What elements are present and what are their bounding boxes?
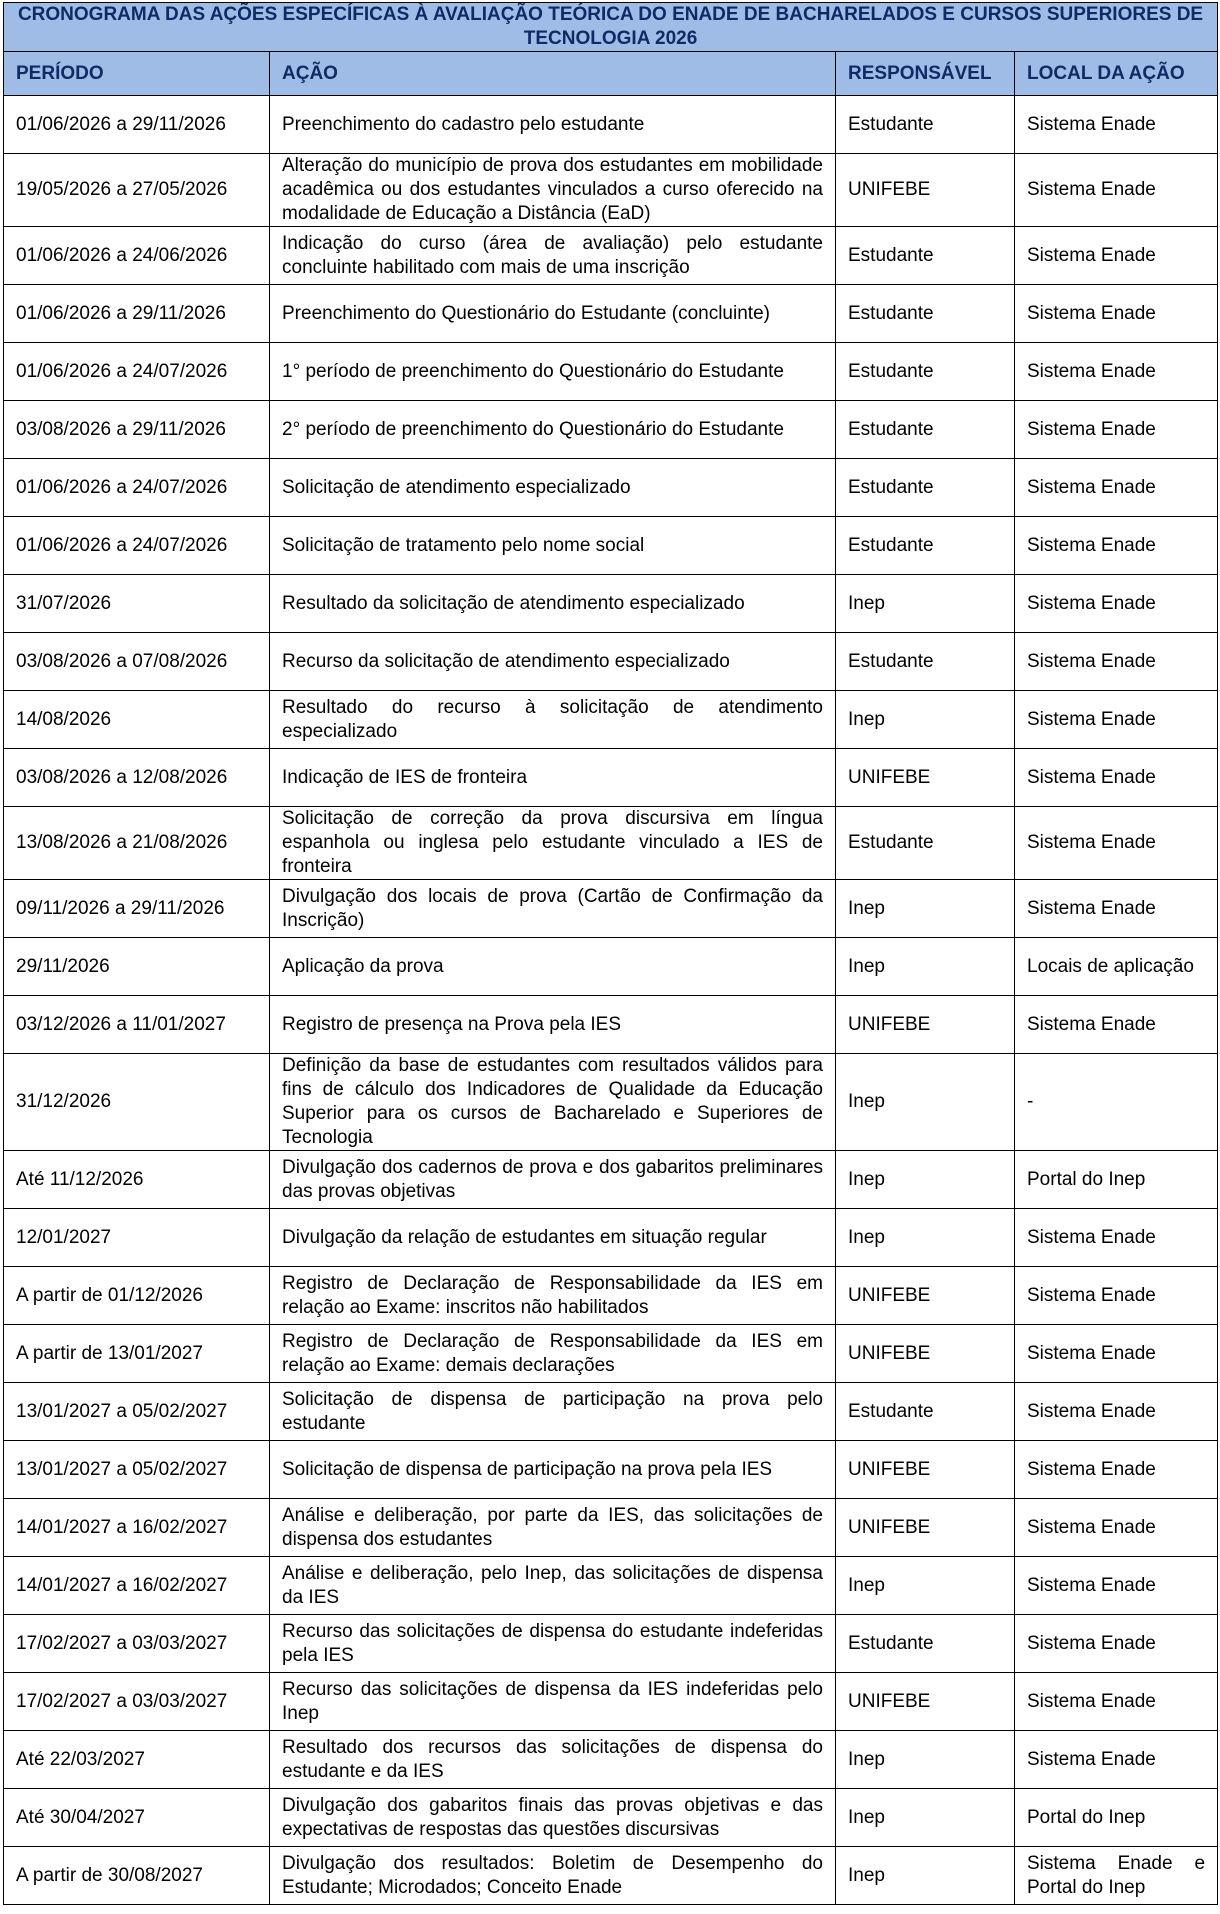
cell-local: Sistema Enade (1015, 633, 1218, 691)
cell-acao: Registro de Declaração de Responsabilidade da IES em relação ao Exame: demais declarações (270, 1325, 836, 1383)
cell-responsavel: Estudante (836, 1383, 1015, 1441)
table-row (4, 1441, 1218, 1499)
cell-acao: 2° período de preenchimento do Questionário do Estudante (270, 401, 836, 459)
cell-periodo: 03/08/2026 a 12/08/2026 (4, 749, 270, 807)
cell-periodo: 01/06/2026 a 24/07/2026 (4, 517, 270, 575)
column-header-periodo: PERÍODO (4, 52, 270, 96)
table-row (4, 749, 1218, 807)
cell-local: Sistema Enade (1015, 1325, 1218, 1383)
cell-acao: Solicitação de atendimento especializado (270, 459, 836, 517)
cell-periodo: Até 11/12/2026 (4, 1151, 270, 1209)
cell-local: Sistema Enade (1015, 1267, 1218, 1325)
cell-responsavel: Estudante (836, 517, 1015, 575)
column-header-acao: AÇÃO (270, 52, 836, 96)
cell-acao: Recurso das solicitações de dispensa da IES indeferidas pelo Inep (270, 1673, 836, 1731)
cell-responsavel: Inep (836, 1054, 1015, 1151)
cell-local: Sistema Enade (1015, 880, 1218, 938)
cell-local: Sistema Enade (1015, 401, 1218, 459)
cell-acao: Solicitação de dispensa de participação na prova pelo estudante (270, 1383, 836, 1441)
cell-local: Sistema Enade (1015, 459, 1218, 517)
cell-responsavel: Inep (836, 1151, 1015, 1209)
cell-periodo: 14/01/2027 a 16/02/2027 (4, 1557, 270, 1615)
cell-local: Sistema Enade (1015, 1209, 1218, 1267)
cell-acao: Divulgação dos cadernos de prova e dos gabaritos preliminares das provas objetivas (270, 1151, 836, 1209)
cell-local: Sistema Enade (1015, 807, 1218, 880)
cell-acao: Resultado do recurso à solicitação de atendimento especializado (270, 691, 836, 749)
cell-acao: Recurso das solicitações de dispensa do estudante indeferidas pela IES (270, 1615, 836, 1673)
cell-periodo: 12/01/2027 (4, 1209, 270, 1267)
cell-local: Sistema Enade (1015, 575, 1218, 633)
cell-periodo: A partir de 13/01/2027 (4, 1325, 270, 1383)
cell-acao: Preenchimento do cadastro pelo estudante (270, 96, 836, 154)
cell-acao: Solicitação de tratamento pelo nome social (270, 517, 836, 575)
cell-responsavel: Estudante (836, 1615, 1015, 1673)
cell-acao: Solicitação de dispensa de participação na prova pela IES (270, 1441, 836, 1499)
table-row (4, 1731, 1218, 1789)
table-row (4, 1054, 1218, 1151)
cell-local: Sistema Enade (1015, 285, 1218, 343)
table-body (4, 96, 1218, 1905)
cell-acao: Registro de presença na Prova pela IES (270, 996, 836, 1054)
cell-acao: Análise e deliberação, por parte da IES, das solicitações de dispensa dos estudantes (270, 1499, 836, 1557)
cell-periodo: 03/08/2026 a 29/11/2026 (4, 401, 270, 459)
cell-responsavel: Inep (836, 880, 1015, 938)
cell-periodo: Até 30/04/2027 (4, 1789, 270, 1847)
cell-periodo: 13/01/2027 a 05/02/2027 (4, 1441, 270, 1499)
column-header-responsavel: RESPONSÁVEL (836, 52, 1015, 96)
cell-responsavel: Estudante (836, 285, 1015, 343)
cell-responsavel: UNIFEBE (836, 1325, 1015, 1383)
table-row (4, 807, 1218, 880)
cell-periodo: 09/11/2026 a 29/11/2026 (4, 880, 270, 938)
cell-acao: Indicação do curso (área de avaliação) pelo estudante concluinte habilitado com mais de uma inscrição (270, 227, 836, 285)
cell-responsavel: UNIFEBE (836, 1673, 1015, 1731)
cell-responsavel: Inep (836, 1557, 1015, 1615)
cell-responsavel: Inep (836, 691, 1015, 749)
cell-responsavel: Inep (836, 1847, 1015, 1905)
cell-responsavel: UNIFEBE (836, 749, 1015, 807)
cell-responsavel: Estudante (836, 459, 1015, 517)
table-row (4, 343, 1218, 401)
cell-local: - (1015, 1054, 1218, 1151)
cell-acao: Solicitação de correção da prova discursiva em língua espanhola ou inglesa pelo estudante vinculado a IES de fronteira (270, 807, 836, 880)
table-row (4, 1383, 1218, 1441)
cell-periodo: 13/08/2026 a 21/08/2026 (4, 807, 270, 880)
cell-responsavel: Estudante (836, 227, 1015, 285)
cell-acao: Resultado dos recursos das solicitações de dispensa do estudante e da IES (270, 1731, 836, 1789)
cell-periodo: 01/06/2026 a 29/11/2026 (4, 285, 270, 343)
table-row (4, 227, 1218, 285)
cell-periodo: 01/06/2026 a 24/07/2026 (4, 459, 270, 517)
table-row (4, 1615, 1218, 1673)
cell-acao: Divulgação dos resultados: Boletim de Desempenho do Estudante; Microdados; Conceito Enade (270, 1847, 836, 1905)
cell-local: Sistema Enade (1015, 996, 1218, 1054)
table-row (4, 154, 1218, 227)
cell-local: Sistema Enade (1015, 343, 1218, 401)
cell-periodo: 31/12/2026 (4, 1054, 270, 1151)
cell-responsavel: Inep (836, 1731, 1015, 1789)
cell-periodo: 01/06/2026 a 24/07/2026 (4, 343, 270, 401)
cell-acao: Divulgação da relação de estudantes em situação regular (270, 1209, 836, 1267)
cell-responsavel: Estudante (836, 807, 1015, 880)
cell-periodo: 03/08/2026 a 07/08/2026 (4, 633, 270, 691)
cell-local: Sistema Enade (1015, 1731, 1218, 1789)
table-row (4, 1209, 1218, 1267)
cell-responsavel: Inep (836, 1789, 1015, 1847)
cell-responsavel: Estudante (836, 401, 1015, 459)
cell-periodo: A partir de 30/08/2027 (4, 1847, 270, 1905)
column-header-row (4, 52, 1218, 96)
table-row (4, 285, 1218, 343)
cell-periodo: 01/06/2026 a 29/11/2026 (4, 96, 270, 154)
table-row (4, 1267, 1218, 1325)
cell-periodo: 14/08/2026 (4, 691, 270, 749)
cell-local: Portal do Inep (1015, 1151, 1218, 1209)
cell-periodo: Até 22/03/2027 (4, 1731, 270, 1789)
cell-acao: Divulgação dos gabaritos finais das provas objetivas e das expectativas de respostas das questões discursivas (270, 1789, 836, 1847)
cell-local: Portal do Inep (1015, 1789, 1218, 1847)
cell-acao: Alteração do município de prova dos estudantes em mobilidade acadêmica ou dos estudantes vinculados a curso oferecido na modalidade de Educação a Distância (EaD) (270, 154, 836, 227)
cell-responsavel: UNIFEBE (836, 1499, 1015, 1557)
table-row (4, 691, 1218, 749)
cell-local: Sistema Enade (1015, 691, 1218, 749)
table-row (4, 1325, 1218, 1383)
cell-acao: Indicação de IES de fronteira (270, 749, 836, 807)
cell-responsavel: UNIFEBE (836, 1441, 1015, 1499)
schedule-table (3, 2, 1218, 1905)
cell-acao: Recurso da solicitação de atendimento especializado (270, 633, 836, 691)
cell-acao: Definição da base de estudantes com resultados válidos para fins de cálculo dos Indicadores de Qualidade da Educação Superior para os cursos de Bacharelado e Superiores de Tecnologia (270, 1054, 836, 1151)
cell-periodo: 03/12/2026 a 11/01/2027 (4, 996, 270, 1054)
cell-acao: Análise e deliberação, pelo Inep, das solicitações de dispensa da IES (270, 1557, 836, 1615)
table-row (4, 1789, 1218, 1847)
cell-local: Sistema Enade (1015, 96, 1218, 154)
cell-responsavel: Estudante (836, 343, 1015, 401)
table-row (4, 1499, 1218, 1557)
table-row (4, 401, 1218, 459)
cell-acao: Divulgação dos locais de prova (Cartão de Confirmação da Inscrição) (270, 880, 836, 938)
cell-local: Sistema Enade (1015, 227, 1218, 285)
cell-periodo: A partir de 01/12/2026 (4, 1267, 270, 1325)
cell-local: Sistema Enade (1015, 154, 1218, 227)
table-row (4, 996, 1218, 1054)
table-row (4, 1673, 1218, 1731)
cell-local: Sistema Enade (1015, 1499, 1218, 1557)
cell-periodo: 01/06/2026 a 24/06/2026 (4, 227, 270, 285)
table-row (4, 96, 1218, 154)
table-row (4, 938, 1218, 996)
cell-local: Sistema Enade e Portal do Inep (1015, 1847, 1218, 1905)
cell-local: Sistema Enade (1015, 1441, 1218, 1499)
cell-periodo: 19/05/2026 a 27/05/2026 (4, 154, 270, 227)
cell-local: Sistema Enade (1015, 1615, 1218, 1673)
cell-periodo: 13/01/2027 a 05/02/2027 (4, 1383, 270, 1441)
table-row (4, 633, 1218, 691)
title-row (4, 3, 1218, 52)
table-row (4, 459, 1218, 517)
cell-acao: Resultado da solicitação de atendimento especializado (270, 575, 836, 633)
table-row (4, 880, 1218, 938)
cell-local: Sistema Enade (1015, 1673, 1218, 1731)
column-header-local: LOCAL DA AÇÃO (1015, 52, 1218, 96)
cell-responsavel: Estudante (836, 633, 1015, 691)
cell-local: Sistema Enade (1015, 517, 1218, 575)
table-row (4, 517, 1218, 575)
cell-periodo: 14/01/2027 a 16/02/2027 (4, 1499, 270, 1557)
cell-local: Sistema Enade (1015, 749, 1218, 807)
cell-local: Sistema Enade (1015, 1557, 1218, 1615)
table-row (4, 1151, 1218, 1209)
table-row (4, 1557, 1218, 1615)
cell-responsavel: Inep (836, 575, 1015, 633)
table-title: CRONOGRAMA DAS AÇÕES ESPECÍFICAS À AVALIAÇÃO TEÓRICA DO ENADE DE BACHARELADOS E CURSOS SUPERIORES DE TECNOLOGIA 2026 (4, 3, 1218, 52)
table-row (4, 1847, 1218, 1905)
cell-responsavel: UNIFEBE (836, 996, 1015, 1054)
cell-acao: Registro de Declaração de Responsabilidade da IES em relação ao Exame: inscritos não habilitados (270, 1267, 836, 1325)
cell-periodo: 17/02/2027 a 03/03/2027 (4, 1615, 270, 1673)
cell-responsavel: UNIFEBE (836, 1267, 1015, 1325)
cell-local: Locais de aplicação (1015, 938, 1218, 996)
cell-responsavel: Inep (836, 938, 1015, 996)
cell-local: Sistema Enade (1015, 1383, 1218, 1441)
schedule-document (3, 2, 1217, 1905)
table-row (4, 575, 1218, 633)
cell-periodo: 29/11/2026 (4, 938, 270, 996)
cell-periodo: 17/02/2027 a 03/03/2027 (4, 1673, 270, 1731)
cell-periodo: 31/07/2026 (4, 575, 270, 633)
cell-responsavel: UNIFEBE (836, 154, 1015, 227)
cell-acao: Aplicação da prova (270, 938, 836, 996)
cell-responsavel: Inep (836, 1209, 1015, 1267)
cell-acao: 1° período de preenchimento do Questionário do Estudante (270, 343, 836, 401)
cell-responsavel: Estudante (836, 96, 1015, 154)
cell-acao: Preenchimento do Questionário do Estudante (concluinte) (270, 285, 836, 343)
